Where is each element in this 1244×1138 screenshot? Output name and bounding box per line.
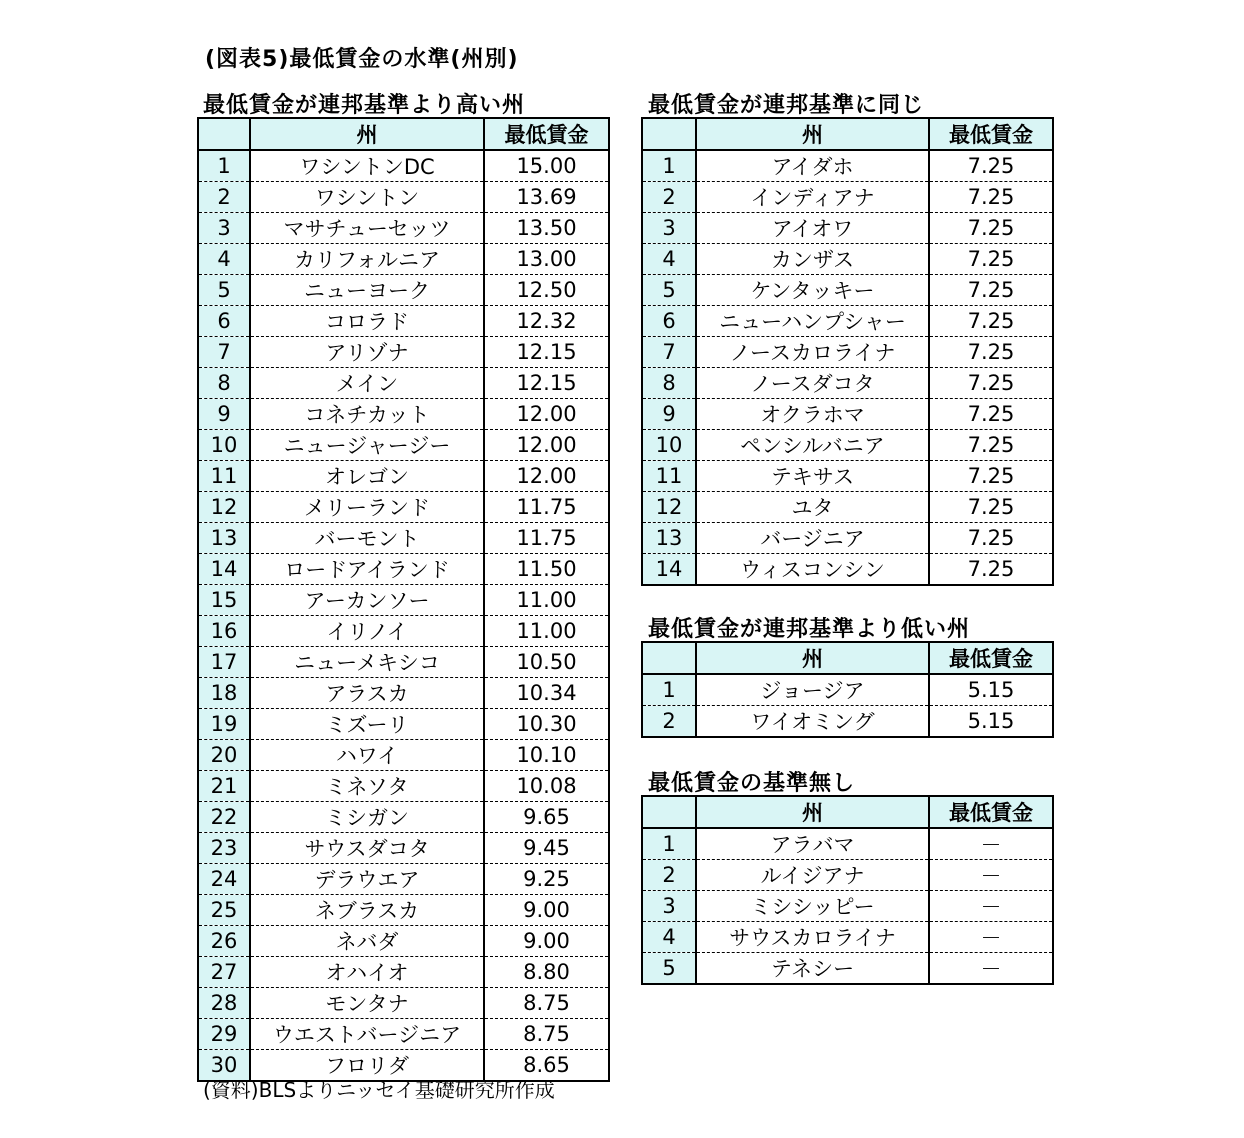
table-row xyxy=(642,674,1053,706)
table-row xyxy=(198,585,609,616)
minimum-wage: 9.00 xyxy=(484,926,609,957)
row-index: 2 xyxy=(642,706,696,738)
minimum-wage: 11.50 xyxy=(484,554,609,585)
table-row xyxy=(198,709,609,740)
state-name: アリゾナ xyxy=(250,337,484,368)
state-name: メイン xyxy=(250,368,484,399)
row-index: 13 xyxy=(198,523,250,554)
row-index: 7 xyxy=(198,337,250,368)
row-index: 2 xyxy=(642,860,696,891)
table-row xyxy=(642,860,1053,891)
row-index: 12 xyxy=(642,492,696,523)
header-state: 州 xyxy=(250,118,484,150)
table-row xyxy=(198,771,609,802)
minimum-wage: 7.25 xyxy=(929,337,1053,368)
minimum-wage: 7.25 xyxy=(929,182,1053,213)
state-name: ケンタッキー xyxy=(696,275,929,306)
row-index: 1 xyxy=(642,674,696,706)
state-name: イリノイ xyxy=(250,616,484,647)
row-index: 4 xyxy=(642,922,696,953)
header-wage: 最低賃金 xyxy=(929,642,1053,674)
minimum-wage: 10.08 xyxy=(484,771,609,802)
minimum-wage: 7.25 xyxy=(929,275,1053,306)
state-name: ワイオミング xyxy=(696,706,929,738)
header-index xyxy=(642,642,696,674)
state-name: テネシー xyxy=(696,953,929,985)
table-row xyxy=(198,337,609,368)
minimum-wage: 9.45 xyxy=(484,833,609,864)
table-row xyxy=(198,802,609,833)
row-index: 10 xyxy=(642,430,696,461)
row-index: 3 xyxy=(642,891,696,922)
table-row xyxy=(642,492,1053,523)
row-index: 10 xyxy=(198,430,250,461)
minimum-wage: 10.34 xyxy=(484,678,609,709)
minimum-wage: 12.15 xyxy=(484,368,609,399)
table-row xyxy=(642,150,1053,182)
minimum-wage: 7.25 xyxy=(929,150,1053,182)
state-name: サウスダコタ xyxy=(250,833,484,864)
header-state: 州 xyxy=(696,118,929,150)
row-index: 26 xyxy=(198,926,250,957)
table-row xyxy=(198,244,609,275)
state-name: ウエストバージニア xyxy=(250,1019,484,1050)
minimum-wage: 7.25 xyxy=(929,244,1053,275)
table-row xyxy=(642,953,1053,985)
table-row xyxy=(198,523,609,554)
row-index: 1 xyxy=(642,150,696,182)
table-row xyxy=(642,244,1053,275)
row-index: 25 xyxy=(198,895,250,926)
table-row xyxy=(198,895,609,926)
table-row xyxy=(642,368,1053,399)
minimum-wage: － xyxy=(929,922,1053,953)
state-name: アラスカ xyxy=(250,678,484,709)
table-row xyxy=(642,922,1053,953)
minimum-wage: 10.10 xyxy=(484,740,609,771)
section-title-none: 最低賃金の基準無し xyxy=(648,771,856,796)
table-no-standard xyxy=(641,795,1054,985)
table-row xyxy=(642,461,1053,492)
minimum-wage: 9.25 xyxy=(484,864,609,895)
state-name: ワシントンDC xyxy=(250,150,484,182)
minimum-wage: 7.25 xyxy=(929,554,1053,586)
minimum-wage: 5.15 xyxy=(929,674,1053,706)
state-name: フロリダ xyxy=(250,1050,484,1082)
row-index: 13 xyxy=(642,523,696,554)
row-index: 3 xyxy=(198,213,250,244)
table-row xyxy=(198,833,609,864)
header-wage: 最低賃金 xyxy=(929,118,1053,150)
table-row xyxy=(198,399,609,430)
row-index: 8 xyxy=(642,368,696,399)
minimum-wage: 13.69 xyxy=(484,182,609,213)
table-row xyxy=(198,957,609,988)
state-name: ニューハンプシャー xyxy=(696,306,929,337)
state-name: バージニア xyxy=(696,523,929,554)
table-row xyxy=(642,554,1053,586)
minimum-wage: 7.25 xyxy=(929,492,1053,523)
table-row xyxy=(642,306,1053,337)
state-name: コロラド xyxy=(250,306,484,337)
row-index: 23 xyxy=(198,833,250,864)
state-name: カンザス xyxy=(696,244,929,275)
state-name: テキサス xyxy=(696,461,929,492)
row-index: 1 xyxy=(642,828,696,860)
header-state: 州 xyxy=(696,796,929,828)
state-name: オレゴン xyxy=(250,461,484,492)
state-name: バーモント xyxy=(250,523,484,554)
minimum-wage: 15.00 xyxy=(484,150,609,182)
table-higher-than-federal xyxy=(197,117,610,1082)
table-row xyxy=(642,523,1053,554)
state-name: ウィスコンシン xyxy=(696,554,929,586)
table-row xyxy=(198,740,609,771)
minimum-wage: 12.50 xyxy=(484,275,609,306)
state-name: ノースカロライナ xyxy=(696,337,929,368)
state-name: ロードアイランド xyxy=(250,554,484,585)
table-row xyxy=(198,864,609,895)
minimum-wage: 5.15 xyxy=(929,706,1053,738)
row-index: 20 xyxy=(198,740,250,771)
minimum-wage: 11.00 xyxy=(484,585,609,616)
section-title-higher: 最低賃金が連邦基準より高い州 xyxy=(203,93,526,118)
figure-title: (図表5)最低賃金の水準(州別) xyxy=(205,47,519,72)
state-name: ミネソタ xyxy=(250,771,484,802)
row-index: 4 xyxy=(642,244,696,275)
row-index: 11 xyxy=(642,461,696,492)
minimum-wage: 9.65 xyxy=(484,802,609,833)
table-equal-to-federal xyxy=(641,117,1054,586)
state-name: アラバマ xyxy=(696,828,929,860)
row-index: 27 xyxy=(198,957,250,988)
table-row xyxy=(198,678,609,709)
state-name: ニューヨーク xyxy=(250,275,484,306)
minimum-wage: 10.30 xyxy=(484,709,609,740)
table-row xyxy=(198,430,609,461)
state-name: アイダホ xyxy=(696,150,929,182)
minimum-wage: 11.75 xyxy=(484,523,609,554)
state-name: ペンシルバニア xyxy=(696,430,929,461)
minimum-wage: 12.32 xyxy=(484,306,609,337)
row-index: 8 xyxy=(198,368,250,399)
row-index: 15 xyxy=(198,585,250,616)
table-row xyxy=(198,492,609,523)
row-index: 21 xyxy=(198,771,250,802)
row-index: 5 xyxy=(642,953,696,985)
row-index: 2 xyxy=(642,182,696,213)
table-lower-than-federal xyxy=(641,641,1054,738)
state-name: デラウエア xyxy=(250,864,484,895)
minimum-wage: 12.00 xyxy=(484,461,609,492)
minimum-wage: － xyxy=(929,891,1053,922)
row-index: 24 xyxy=(198,864,250,895)
state-name: アイオワ xyxy=(696,213,929,244)
minimum-wage: 12.15 xyxy=(484,337,609,368)
table-row xyxy=(198,150,609,182)
state-name: ジョージア xyxy=(696,674,929,706)
state-name: ワシントン xyxy=(250,182,484,213)
table-row xyxy=(642,337,1053,368)
table-row xyxy=(642,430,1053,461)
minimum-wage: － xyxy=(929,828,1053,860)
row-index: 2 xyxy=(198,182,250,213)
minimum-wage: 10.50 xyxy=(484,647,609,678)
minimum-wage: 12.00 xyxy=(484,399,609,430)
minimum-wage: 12.00 xyxy=(484,430,609,461)
source-note: (資料)BLSよりニッセイ基礎研究所作成 xyxy=(203,1078,555,1102)
row-index: 9 xyxy=(198,399,250,430)
row-index: 6 xyxy=(198,306,250,337)
row-index: 5 xyxy=(198,275,250,306)
row-index: 14 xyxy=(642,554,696,586)
state-name: モンタナ xyxy=(250,988,484,1019)
table-row xyxy=(198,182,609,213)
row-index: 12 xyxy=(198,492,250,523)
header-index xyxy=(198,118,250,150)
state-name: ハワイ xyxy=(250,740,484,771)
state-name: ノースダコタ xyxy=(696,368,929,399)
row-index: 19 xyxy=(198,709,250,740)
minimum-wage: 8.65 xyxy=(484,1050,609,1082)
state-name: サウスカロライナ xyxy=(696,922,929,953)
minimum-wage: 8.80 xyxy=(484,957,609,988)
table-row xyxy=(642,399,1053,430)
header-wage: 最低賃金 xyxy=(484,118,609,150)
row-index: 6 xyxy=(642,306,696,337)
header-state: 州 xyxy=(696,642,929,674)
state-name: ニューメキシコ xyxy=(250,647,484,678)
row-index: 30 xyxy=(198,1050,250,1082)
state-name: ユタ xyxy=(696,492,929,523)
table-row xyxy=(198,988,609,1019)
row-index: 29 xyxy=(198,1019,250,1050)
table-row xyxy=(198,461,609,492)
table-row xyxy=(198,647,609,678)
header-index xyxy=(642,796,696,828)
minimum-wage: 7.25 xyxy=(929,461,1053,492)
minimum-wage: 9.00 xyxy=(484,895,609,926)
state-name: ネバダ xyxy=(250,926,484,957)
minimum-wage: 7.25 xyxy=(929,399,1053,430)
row-index: 14 xyxy=(198,554,250,585)
state-name: アーカンソー xyxy=(250,585,484,616)
row-index: 22 xyxy=(198,802,250,833)
table-row xyxy=(198,306,609,337)
state-name: メリーランド xyxy=(250,492,484,523)
row-index: 4 xyxy=(198,244,250,275)
table-row xyxy=(642,828,1053,860)
table-row xyxy=(198,1019,609,1050)
section-title-equal: 最低賃金が連邦基準に同じ xyxy=(648,93,925,118)
table-row xyxy=(198,213,609,244)
state-name: オハイオ xyxy=(250,957,484,988)
state-name: ニュージャージー xyxy=(250,430,484,461)
row-index: 18 xyxy=(198,678,250,709)
minimum-wage: － xyxy=(929,860,1053,891)
table-row xyxy=(642,213,1053,244)
state-name: ネブラスカ xyxy=(250,895,484,926)
row-index: 11 xyxy=(198,461,250,492)
header-index xyxy=(642,118,696,150)
state-name: コネチカット xyxy=(250,399,484,430)
minimum-wage: 7.25 xyxy=(929,368,1053,399)
minimum-wage: 11.00 xyxy=(484,616,609,647)
table-row xyxy=(198,275,609,306)
minimum-wage: 13.00 xyxy=(484,244,609,275)
row-index: 28 xyxy=(198,988,250,1019)
state-name: マサチューセッツ xyxy=(250,213,484,244)
table-row xyxy=(198,368,609,399)
table-row xyxy=(642,275,1053,306)
minimum-wage: 7.25 xyxy=(929,213,1053,244)
row-index: 3 xyxy=(642,213,696,244)
section-title-lower: 最低賃金が連邦基準より低い州 xyxy=(648,617,971,642)
state-name: カリフォルニア xyxy=(250,244,484,275)
state-name: ミシシッピー xyxy=(696,891,929,922)
table-row xyxy=(198,616,609,647)
row-index: 5 xyxy=(642,275,696,306)
minimum-wage: 8.75 xyxy=(484,1019,609,1050)
table-row xyxy=(198,926,609,957)
row-index: 16 xyxy=(198,616,250,647)
table-row xyxy=(642,891,1053,922)
row-index: 7 xyxy=(642,337,696,368)
row-index: 9 xyxy=(642,399,696,430)
state-name: ミズーリ xyxy=(250,709,484,740)
minimum-wage: 11.75 xyxy=(484,492,609,523)
state-name: ミシガン xyxy=(250,802,484,833)
minimum-wage: 8.75 xyxy=(484,988,609,1019)
minimum-wage: － xyxy=(929,953,1053,985)
minimum-wage: 7.25 xyxy=(929,306,1053,337)
minimum-wage: 7.25 xyxy=(929,430,1053,461)
minimum-wage: 13.50 xyxy=(484,213,609,244)
row-index: 1 xyxy=(198,150,250,182)
header-wage: 最低賃金 xyxy=(929,796,1053,828)
minimum-wage: 7.25 xyxy=(929,523,1053,554)
state-name: ルイジアナ xyxy=(696,860,929,891)
state-name: オクラホマ xyxy=(696,399,929,430)
table-row xyxy=(198,554,609,585)
table-row xyxy=(642,706,1053,738)
row-index: 17 xyxy=(198,647,250,678)
state-name: インディアナ xyxy=(696,182,929,213)
table-row xyxy=(642,182,1053,213)
